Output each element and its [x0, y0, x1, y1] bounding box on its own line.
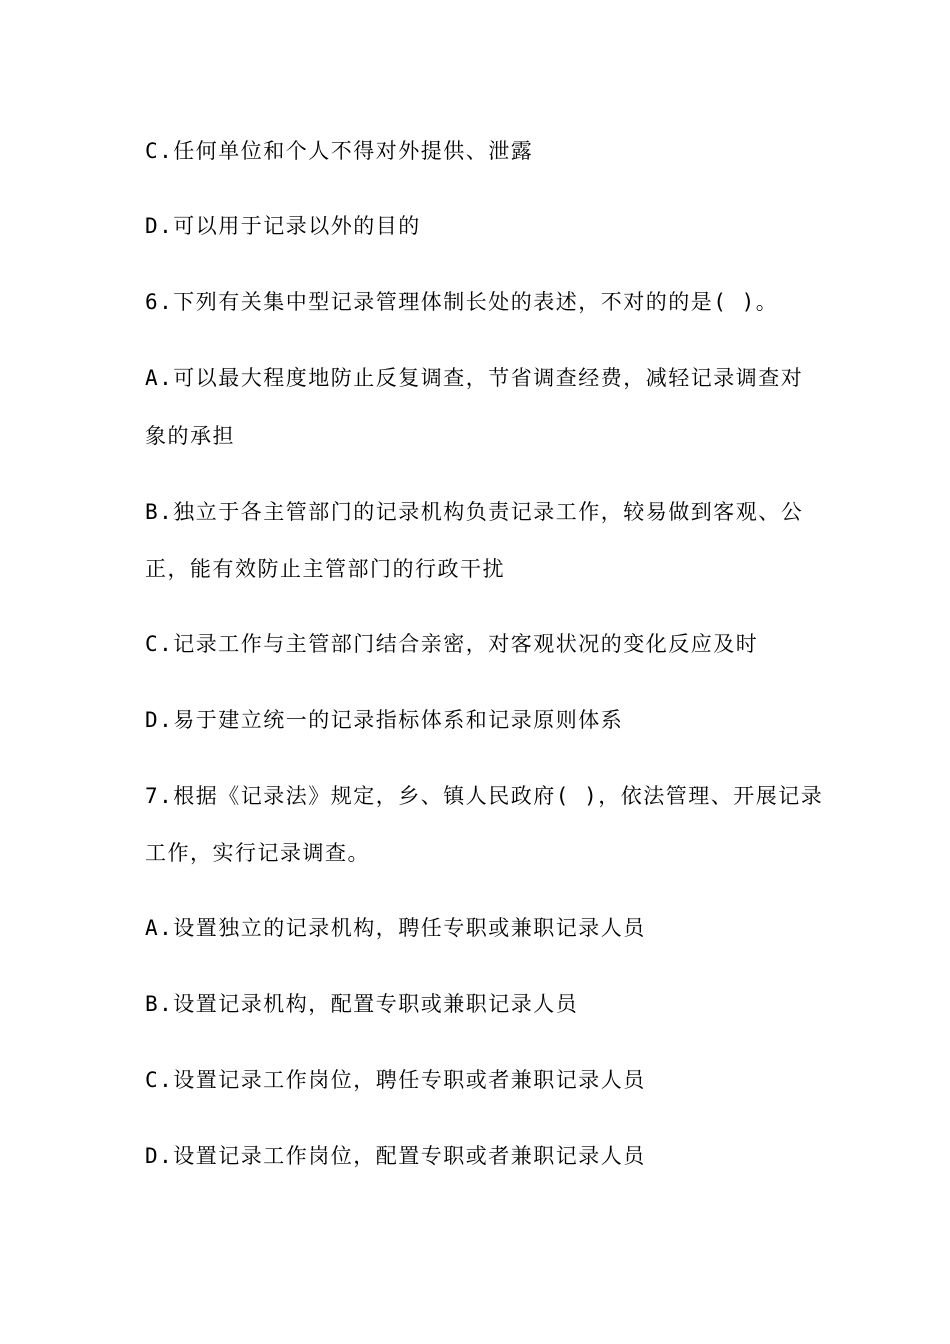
- option-7d: D.设置记录工作岗位，配置专职或者兼职记录人员: [145, 1144, 646, 1168]
- question-7-line-1: 7.根据《记录法》规定，乡、镇人民政府( )，依法管理、开展记录: [145, 784, 824, 808]
- question-7-line-2: 工作，实行记录调查。: [145, 841, 370, 865]
- option-5c: C.任何单位和个人不得对外提供、泄露: [145, 139, 534, 163]
- option-6a-line-1: A.可以最大程度地防止反复调查，节省调查经费，减轻记录调查对: [145, 366, 804, 390]
- option-6d: D.易于建立统一的记录指标体系和记录原则体系: [145, 708, 624, 732]
- option-7c: C.设置记录工作岗位，聘任专职或者兼职记录人员: [145, 1068, 646, 1092]
- option-7a: A.设置独立的记录机构，聘任专职或兼职记录人员: [145, 916, 646, 940]
- option-6b-line-1: B.独立于各主管部门的记录机构负责记录工作，较易做到客观、公: [145, 500, 804, 524]
- option-7b: B.设置记录机构，配置专职或兼职记录人员: [145, 992, 579, 1016]
- option-6c: C.记录工作与主管部门结合亲密，对客观状况的变化反应及时: [145, 632, 759, 656]
- option-5d: D.可以用于记录以外的目的: [145, 214, 421, 238]
- question-6: 6.下列有关集中型记录管理体制长处的表述，不对的的是( )。: [145, 290, 779, 314]
- option-6b-line-2: 正，能有效防止主管部门的行政干扰: [145, 557, 505, 581]
- option-6a-line-2: 象的承担: [145, 424, 235, 448]
